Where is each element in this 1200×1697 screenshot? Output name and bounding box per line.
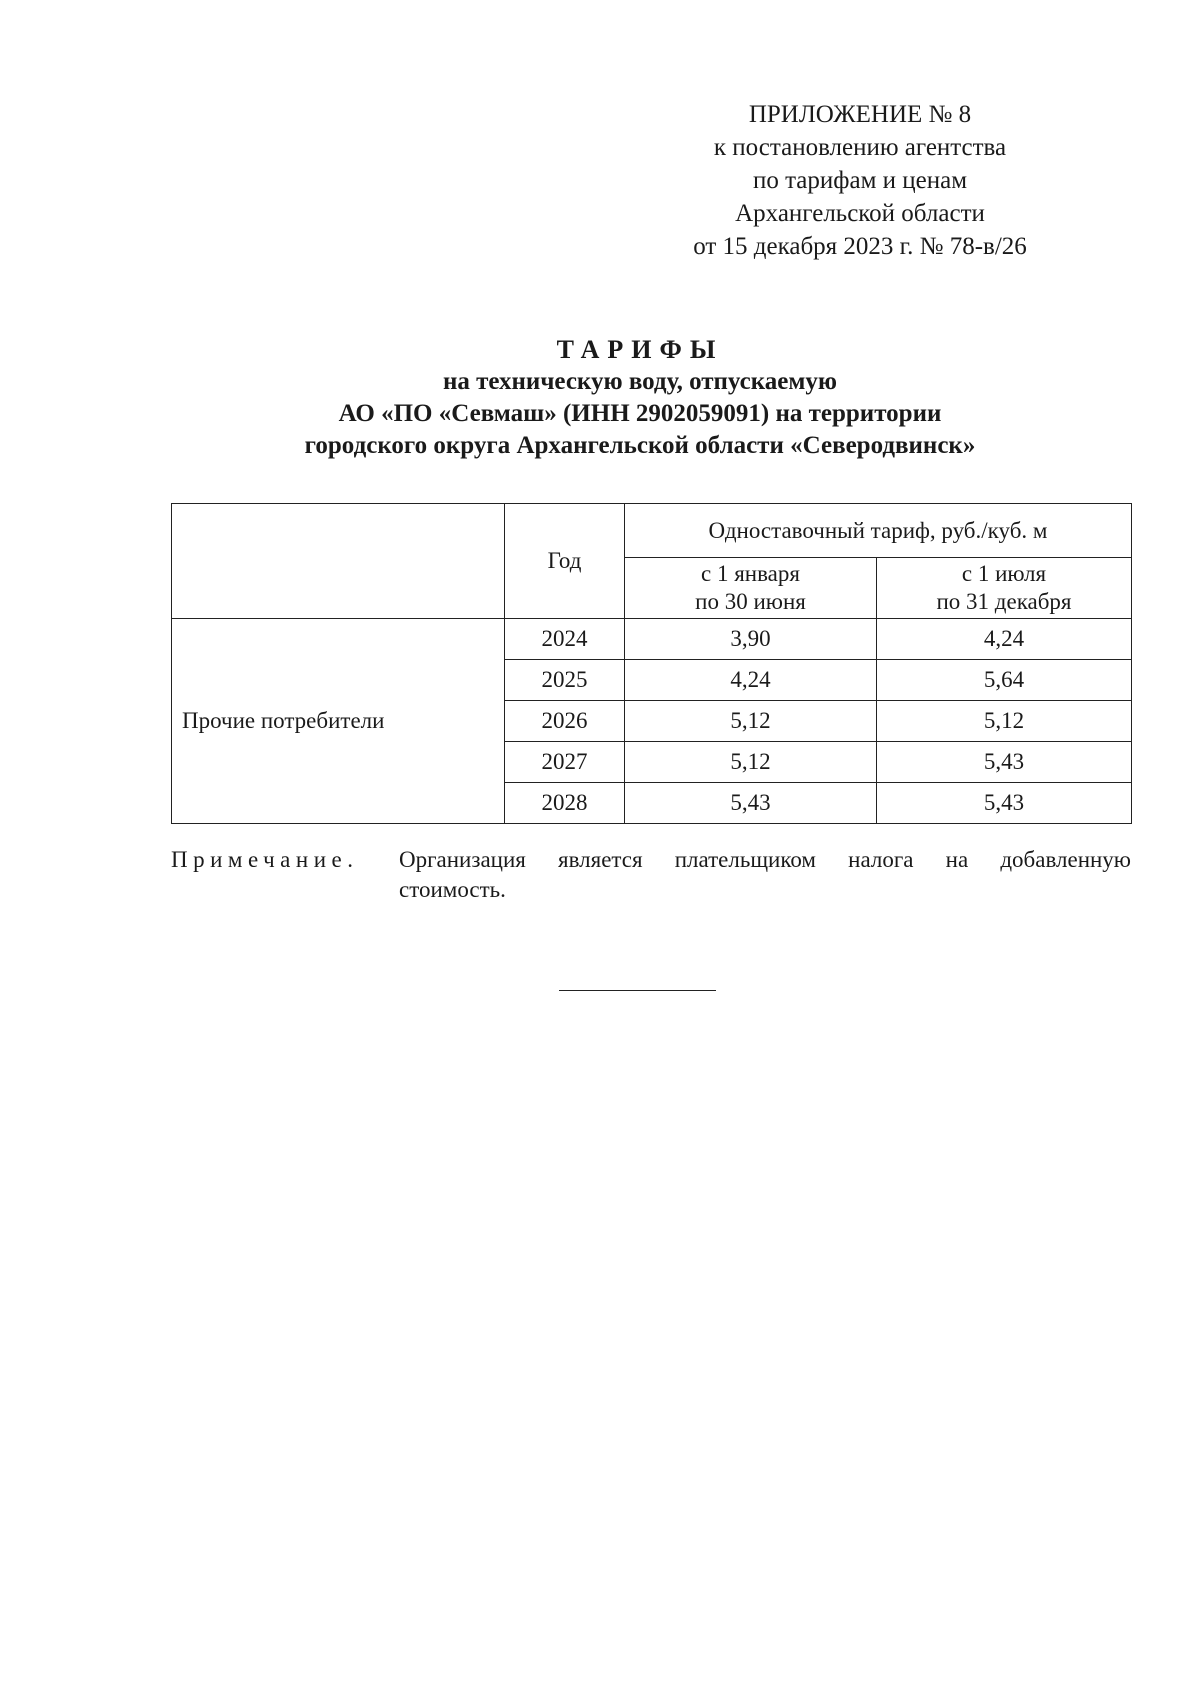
tariff-cell-h2: 5,43: [877, 783, 1132, 824]
title-subline: на техническую воду, отпускаемую: [442, 368, 838, 395]
title-main: ТАРИФЫ: [556, 335, 724, 364]
tariff-cell-h1: 3,90: [625, 619, 877, 660]
header-consumer: [172, 504, 505, 619]
note-label: Примечание.: [171, 847, 359, 872]
tariff-table: [171, 503, 1132, 824]
note-text-line2: стоимость.: [399, 877, 506, 902]
year-cell: 2026: [505, 701, 625, 742]
tariff-cell-h2: 5,12: [877, 701, 1132, 742]
header-year: Год: [505, 504, 625, 619]
note-text: [399, 845, 1131, 905]
header-period-1-line2: по 30 июня: [695, 589, 806, 614]
tariff-cell-h1: 5,12: [625, 701, 877, 742]
appendix-reference-line: Архангельской области: [735, 200, 985, 227]
note-text-line1: Организация является плательщиком налога на добавленную: [399, 847, 1131, 872]
appendix-number: ПРИЛОЖЕНИЕ № 8: [748, 101, 972, 128]
end-divider: [559, 990, 716, 991]
consumer-group-cell: Прочие потребители: [172, 619, 505, 824]
header-tariff-group: Одноставочный тариф, руб./куб. м: [625, 504, 1132, 558]
tariff-cell-h1: 5,43: [625, 783, 877, 824]
tariff-cell-h2: 5,43: [877, 742, 1132, 783]
table-header-row: [172, 504, 1132, 558]
title-subline: АО «ПО «Севмаш» (ИНН 2902059091) на территории: [338, 400, 942, 427]
appendix-header: [640, 98, 1080, 263]
year-cell: 2027: [505, 742, 625, 783]
appendix-reference-line: к постановлению агентства: [713, 134, 1007, 161]
year-cell: 2024: [505, 619, 625, 660]
appendix-reference-line: по тарифам и ценам: [752, 167, 968, 194]
appendix-date: от 15 декабря 2023 г. № 78-в/26: [693, 233, 1027, 260]
header-period-1: [625, 558, 877, 619]
table-row: [172, 619, 1132, 660]
tariff-cell-h2: 5,64: [877, 660, 1132, 701]
document-title: [160, 334, 1120, 462]
tariff-cell-h2: 4,24: [877, 619, 1132, 660]
tariff-cell-h1: 5,12: [625, 742, 877, 783]
year-cell: 2028: [505, 783, 625, 824]
tariff-cell-h1: 4,24: [625, 660, 877, 701]
year-cell: 2025: [505, 660, 625, 701]
header-period-2-line2: по 31 декабря: [936, 589, 1072, 614]
header-period-2-line1: с 1 июля: [961, 561, 1047, 586]
header-period-1-line1: с 1 января: [701, 561, 800, 586]
title-subline: городского округа Архангельской области «Северодвинск»: [304, 432, 976, 459]
header-period-2: [877, 558, 1132, 619]
